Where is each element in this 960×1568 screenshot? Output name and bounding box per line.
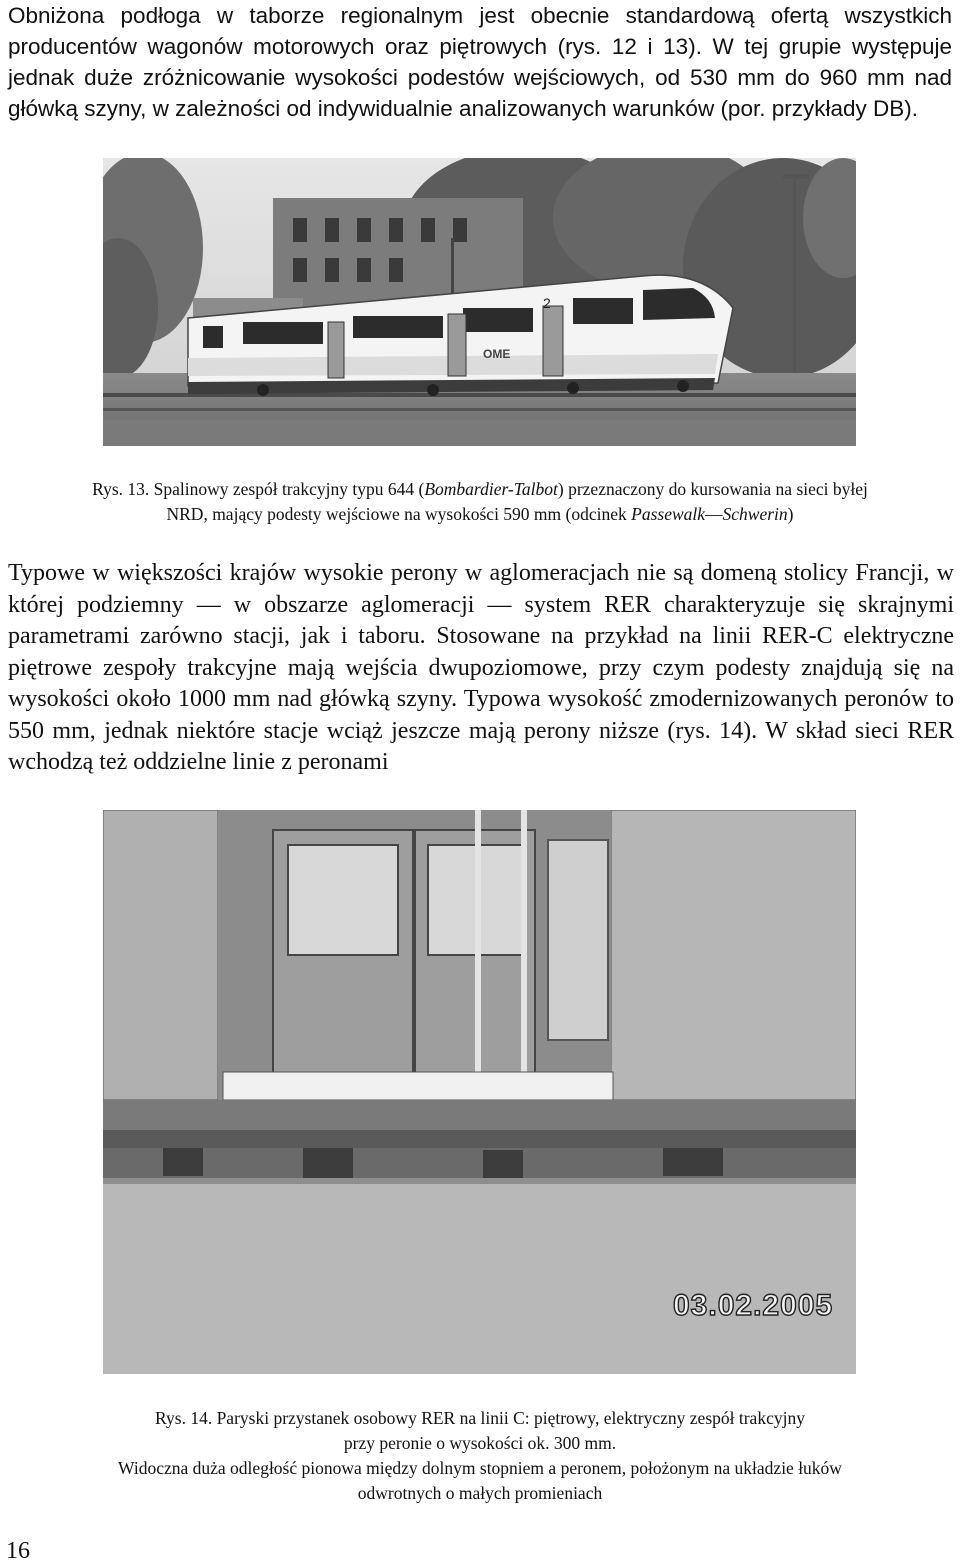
figure-14-photo <box>103 810 856 1374</box>
figure-13-caption <box>40 477 920 527</box>
caption-14-line1: Rys. 14. Paryski przystanek osobowy RER na linii C: piętrowy, elektryczny zespół trakcyjny <box>155 1408 805 1428</box>
door-number-label: 2 <box>543 295 551 311</box>
figure-14-caption <box>40 1406 920 1506</box>
caption-13-station-2: Schwerin <box>722 504 788 524</box>
caption-13-manufacturer: Bombardier-Talbot <box>424 479 558 499</box>
train-logo: OME <box>483 347 511 361</box>
figure-13-photo <box>103 158 856 446</box>
date-stamp: 03.02.2005 <box>673 1289 834 1322</box>
caption-13-station-1: Passewalk <box>631 504 706 524</box>
page-number: 16 <box>6 1538 30 1564</box>
paragraph-top: Obniżona podłoga w taborze regionalnym jest obecnie standardową ofertą wszystkich producentów wagonów motorowych oraz piętrowych (rys. 12 i 13). W tej grupie występuje jednak duże zróżnicowanie wysokości podestów wejściowych, od 530 mm do 960 mm nad główką szyny, w zależności od indywidualnie analizowanych warunków (por. przykłady DB). <box>8 3 952 121</box>
caption-13-line1-a: Rys. 13. Spalinowy zespół trakcyjny typu 644 ( <box>92 479 425 499</box>
caption-13-dash: — <box>705 504 723 524</box>
caption-14-line2: przy peronie o wysokości ok. 300 mm. <box>343 1433 617 1453</box>
caption-14-line4: odwrotnych o małych promieniach <box>357 1483 603 1503</box>
caption-13-line2-a: NRD, mający podesty wejściowe na wysokości 590 mm (odcinek <box>166 504 632 524</box>
caption-13-line2-b: ) <box>787 504 794 524</box>
caption-13-line1-b: ) przeznaczony do kursowania na sieci byłej <box>557 479 868 499</box>
caption-14-line3: Widoczna duża odległość pionowa między dolnym stopniem a peronem, położonym na układzie łuków <box>118 1458 842 1478</box>
paragraph-mid: Typowe w większości krajów wysokie perony w aglomeracjach nie są domeną stolicy Francji, w której podziemny — w obszarze aglomeracji — system RER charakteryzuje się skrajnymi parametrami zarówno stacji, jak i taboru. Stosowane na przykład na linii RER-C elektryczne piętrowe zespoły trakcyjne mają wejścia dwupoziomowe, przy czym podesty znajdują się na wysokości około 1000 mm nad główką szyny. Typowa wysokość zmodernizowanych peronów to 550 mm, jednak niektóre stacje wciąż jeszcze mają perony niższe (rys. 14). W skład sieci RER wchodzą też oddzielne linie z peronami <box>8 560 954 775</box>
